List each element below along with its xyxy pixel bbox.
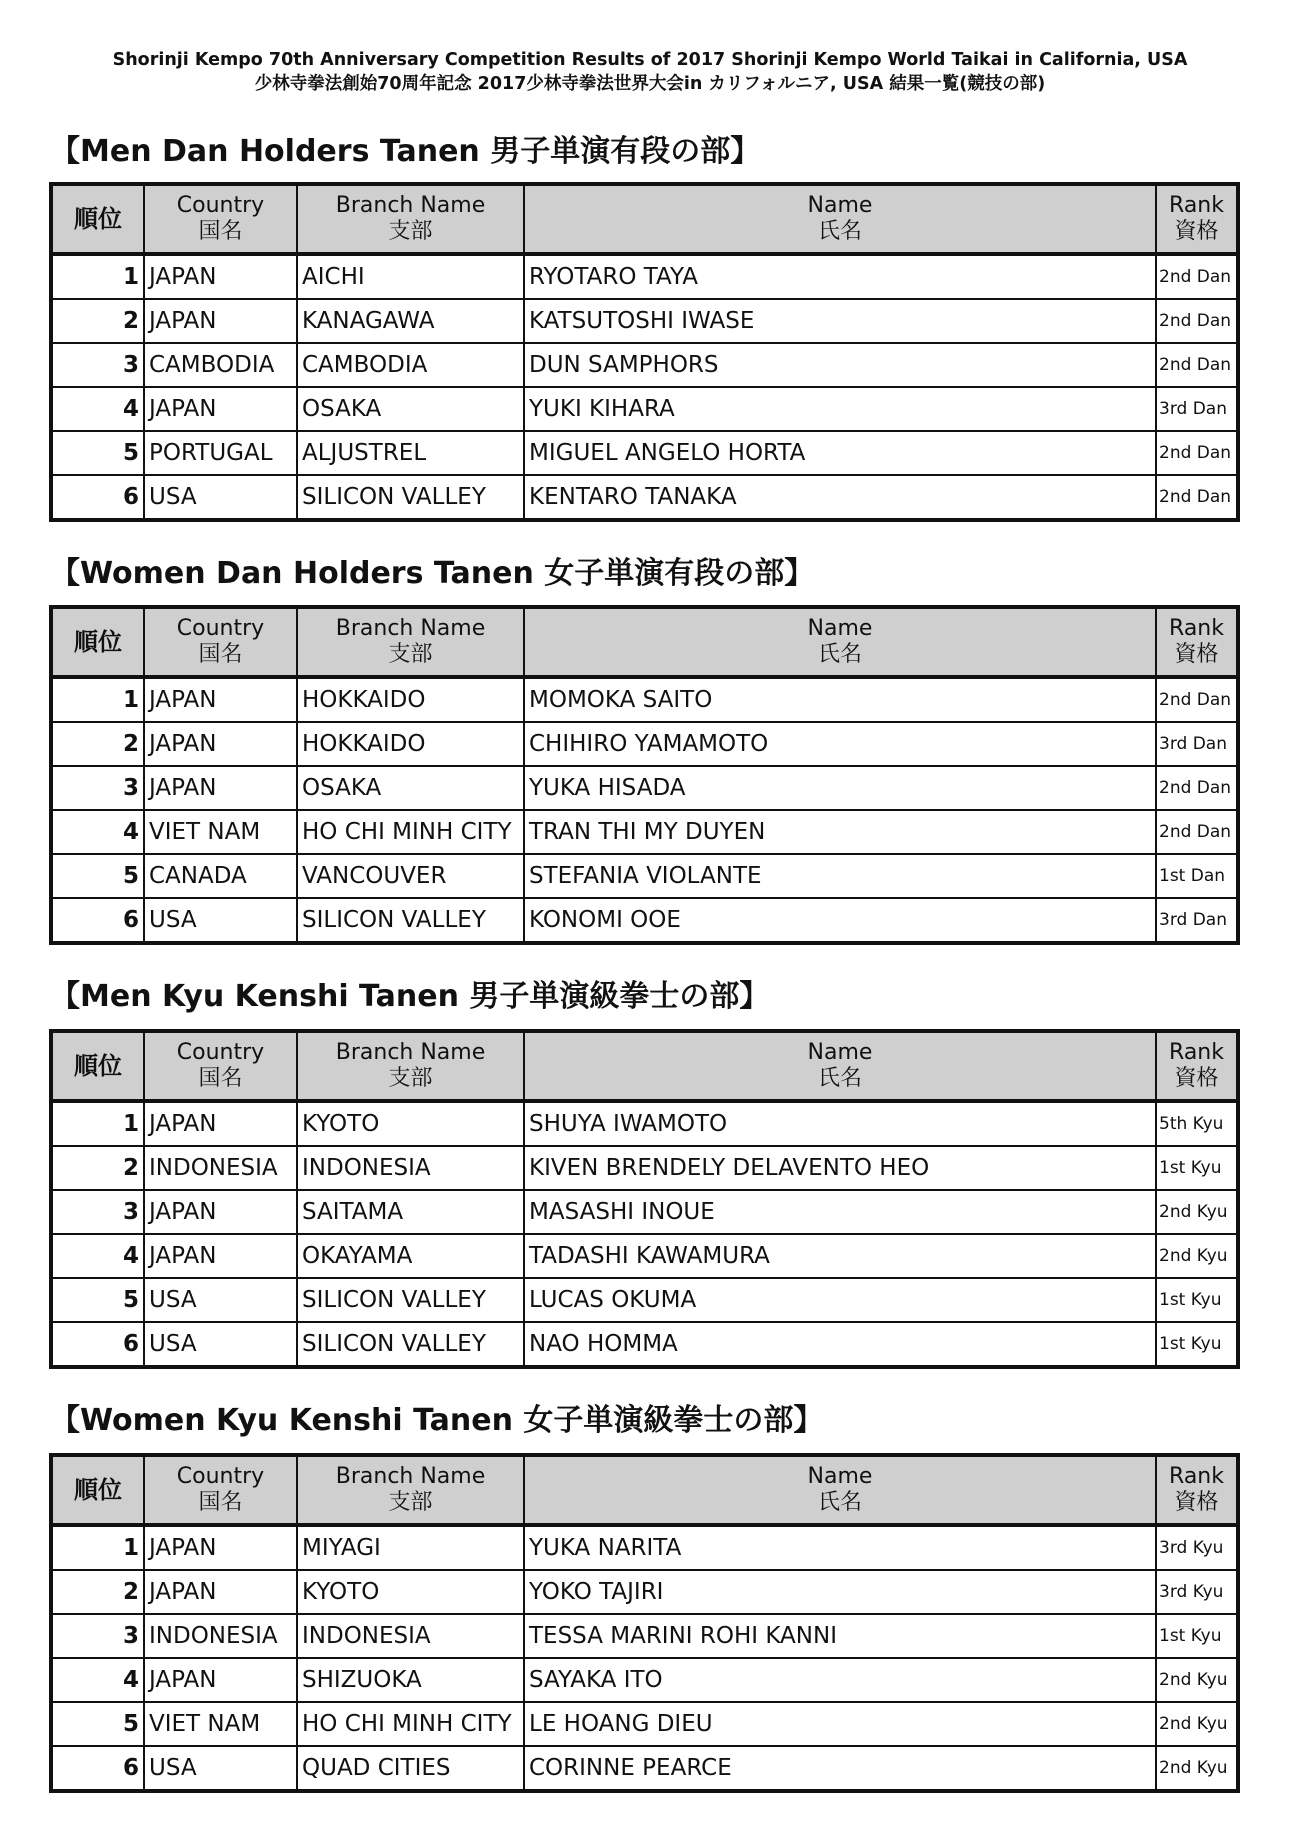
branch-cell: ALJUSTREL	[297, 431, 524, 475]
grade-column-header	[1156, 1031, 1238, 1101]
country-cell: USA	[144, 898, 297, 943]
grade-cell: 2nd Dan	[1156, 677, 1238, 722]
name-column-header	[524, 607, 1156, 677]
branch-header-ja: 支部	[388, 1490, 433, 1515]
branch-header-en: Branch Name	[335, 1040, 486, 1065]
grade-cell: 3rd Dan	[1156, 898, 1238, 943]
header-title-en: Shorinji Kempo 70th Anniversary Competition Results of 2017 Shorinji Kempo World Taikai in California, USA	[112, 50, 1188, 70]
country-header-en: Country	[176, 193, 265, 218]
header-title-ja: 少林寺拳法創始70周年記念 2017少林寺拳法世界大会in カリフォルニア, USA 結果一覧(競技の部)	[254, 74, 1046, 94]
table-row	[51, 677, 1238, 722]
country-cell: USA	[144, 1746, 297, 1791]
section-title-men-kyu: 【Men Kyu Kenshi Tanen 男子単演級拳士の部】	[50, 979, 770, 1014]
grade-cell: 2nd Kyu	[1156, 1234, 1238, 1278]
table-row	[51, 854, 1238, 898]
name-cell: TADASHI KAWAMURA	[524, 1234, 1156, 1278]
position-cell: 4	[51, 387, 144, 431]
grade-column-header	[1156, 184, 1238, 254]
name-header-en: Name	[807, 193, 873, 218]
position-cell: 1	[51, 1525, 144, 1570]
country-cell: JAPAN	[144, 1658, 297, 1702]
country-header-ja: 国名	[198, 1066, 243, 1091]
table-header-row	[51, 184, 1238, 254]
table-row	[51, 1614, 1238, 1658]
country-cell: JAPAN	[144, 766, 297, 810]
branch-cell: CAMBODIA	[297, 343, 524, 387]
grade-cell: 2nd Dan	[1156, 299, 1238, 343]
rank-column-header: 順位	[51, 607, 144, 677]
name-cell: TESSA MARINI ROHI KANNI	[524, 1614, 1156, 1658]
grade-column-header	[1156, 1455, 1238, 1525]
branch-cell: INDONESIA	[297, 1146, 524, 1190]
branch-header-en: Branch Name	[335, 1464, 486, 1489]
branch-cell: OSAKA	[297, 387, 524, 431]
country-cell: PORTUGAL	[144, 431, 297, 475]
branch-cell: AICHI	[297, 254, 524, 299]
table-row	[51, 431, 1238, 475]
rank-column-header: 順位	[51, 1455, 144, 1525]
position-cell: 2	[51, 299, 144, 343]
position-cell: 3	[51, 1190, 144, 1234]
country-cell: JAPAN	[144, 677, 297, 722]
country-column-header	[144, 1455, 297, 1525]
grade-header-en: Rank	[1169, 193, 1224, 218]
country-cell: JAPAN	[144, 387, 297, 431]
table-row	[51, 898, 1238, 943]
results-table-women-kyu	[49, 1453, 1240, 1793]
grade-header-en: Rank	[1169, 616, 1224, 641]
position-cell: 5	[51, 1702, 144, 1746]
name-cell: SHUYA IWAMOTO	[524, 1101, 1156, 1146]
grade-cell: 2nd Dan	[1156, 810, 1238, 854]
table-row	[51, 1101, 1238, 1146]
country-header-en: Country	[176, 1464, 265, 1489]
branch-cell: KYOTO	[297, 1570, 524, 1614]
name-header-ja: 氏名	[817, 219, 862, 244]
grade-header-ja: 資格	[1174, 1490, 1219, 1515]
table-row	[51, 1146, 1238, 1190]
branch-cell: SILICON VALLEY	[297, 475, 524, 520]
position-cell: 3	[51, 766, 144, 810]
position-cell: 6	[51, 898, 144, 943]
country-cell: USA	[144, 1278, 297, 1322]
branch-header-en: Branch Name	[335, 193, 486, 218]
branch-header-ja: 支部	[388, 219, 433, 244]
rank-column-header: 順位	[51, 1031, 144, 1101]
position-cell: 1	[51, 254, 144, 299]
grade-header-en: Rank	[1169, 1040, 1224, 1065]
branch-cell: INDONESIA	[297, 1614, 524, 1658]
position-cell: 5	[51, 1278, 144, 1322]
grade-cell: 2nd Dan	[1156, 431, 1238, 475]
position-cell: 4	[51, 1234, 144, 1278]
name-cell: KENTARO TANAKA	[524, 475, 1156, 520]
country-header-en: Country	[176, 1040, 265, 1065]
position-cell: 5	[51, 854, 144, 898]
name-cell: LE HOANG DIEU	[524, 1702, 1156, 1746]
name-header-en: Name	[807, 1040, 873, 1065]
table-header-row	[51, 607, 1238, 677]
position-cell: 2	[51, 1570, 144, 1614]
name-cell: DUN SAMPHORS	[524, 343, 1156, 387]
country-cell: JAPAN	[144, 299, 297, 343]
grade-cell: 2nd Dan	[1156, 343, 1238, 387]
name-column-header	[524, 1455, 1156, 1525]
branch-cell: SILICON VALLEY	[297, 898, 524, 943]
grade-cell: 2nd Kyu	[1156, 1702, 1238, 1746]
table-row	[51, 722, 1238, 766]
branch-column-header	[297, 607, 524, 677]
name-cell: LUCAS OKUMA	[524, 1278, 1156, 1322]
table-header-row	[51, 1455, 1238, 1525]
branch-column-header	[297, 1031, 524, 1101]
country-cell: JAPAN	[144, 254, 297, 299]
position-cell: 5	[51, 431, 144, 475]
branch-cell: KYOTO	[297, 1101, 524, 1146]
results-table-men-dan	[49, 182, 1240, 522]
position-cell: 6	[51, 1322, 144, 1367]
country-cell: USA	[144, 475, 297, 520]
branch-header-ja: 支部	[388, 1066, 433, 1091]
grade-cell: 1st Kyu	[1156, 1614, 1238, 1658]
country-header-en: Country	[176, 616, 265, 641]
position-cell: 6	[51, 475, 144, 520]
branch-header-ja: 支部	[388, 642, 433, 667]
country-column-header	[144, 1031, 297, 1101]
name-cell: STEFANIA VIOLANTE	[524, 854, 1156, 898]
section-title-women-dan: 【Women Dan Holders Tanen 女子単演有段の部】	[50, 556, 815, 591]
branch-cell: OKAYAMA	[297, 1234, 524, 1278]
grade-header-ja: 資格	[1174, 642, 1219, 667]
country-cell: VIET NAM	[144, 810, 297, 854]
table-row	[51, 810, 1238, 854]
country-cell: JAPAN	[144, 1525, 297, 1570]
table-row	[51, 1570, 1238, 1614]
country-header-ja: 国名	[198, 1490, 243, 1515]
table-row	[51, 1278, 1238, 1322]
grade-cell: 2nd Kyu	[1156, 1190, 1238, 1234]
name-header-ja: 氏名	[817, 1490, 862, 1515]
branch-cell: SHIZUOKA	[297, 1658, 524, 1702]
country-cell: INDONESIA	[144, 1146, 297, 1190]
grade-cell: 3rd Dan	[1156, 387, 1238, 431]
position-cell: 3	[51, 343, 144, 387]
country-cell: JAPAN	[144, 1234, 297, 1278]
country-cell: JAPAN	[144, 1190, 297, 1234]
table-row	[51, 254, 1238, 299]
name-cell: YUKA HISADA	[524, 766, 1156, 810]
table-row	[51, 387, 1238, 431]
branch-cell: HOKKAIDO	[297, 722, 524, 766]
country-column-header	[144, 184, 297, 254]
position-cell: 2	[51, 1146, 144, 1190]
grade-cell: 3rd Dan	[1156, 722, 1238, 766]
name-cell: YOKO TAJIRI	[524, 1570, 1156, 1614]
branch-cell: VANCOUVER	[297, 854, 524, 898]
country-cell: VIET NAM	[144, 1702, 297, 1746]
country-cell: USA	[144, 1322, 297, 1367]
branch-cell: SILICON VALLEY	[297, 1278, 524, 1322]
name-header-ja: 氏名	[817, 1066, 862, 1091]
grade-column-header	[1156, 607, 1238, 677]
name-cell: KIVEN BRENDELY DELAVENTO HEO	[524, 1146, 1156, 1190]
table-row	[51, 1322, 1238, 1367]
branch-cell: HOKKAIDO	[297, 677, 524, 722]
table-row	[51, 1658, 1238, 1702]
country-cell: JAPAN	[144, 722, 297, 766]
position-cell: 3	[51, 1614, 144, 1658]
name-cell: CORINNE PEARCE	[524, 1746, 1156, 1791]
table-row	[51, 1746, 1238, 1791]
position-cell: 1	[51, 1101, 144, 1146]
position-cell: 6	[51, 1746, 144, 1791]
position-cell: 1	[51, 677, 144, 722]
branch-cell: QUAD CITIES	[297, 1746, 524, 1791]
grade-header-ja: 資格	[1174, 219, 1219, 244]
branch-cell: HO CHI MINH CITY	[297, 1702, 524, 1746]
table-row	[51, 766, 1238, 810]
name-cell: MASASHI INOUE	[524, 1190, 1156, 1234]
country-cell: CANADA	[144, 854, 297, 898]
name-column-header	[524, 1031, 1156, 1101]
name-column-header	[524, 184, 1156, 254]
branch-cell: MIYAGI	[297, 1525, 524, 1570]
name-cell: MIGUEL ANGELO HORTA	[524, 431, 1156, 475]
table-row	[51, 1190, 1238, 1234]
name-cell: SAYAKA ITO	[524, 1658, 1156, 1702]
results-table-women-dan	[49, 605, 1240, 945]
position-cell: 4	[51, 1658, 144, 1702]
name-cell: MOMOKA SAITO	[524, 677, 1156, 722]
name-header-en: Name	[807, 1464, 873, 1489]
grade-cell: 2nd Kyu	[1156, 1746, 1238, 1791]
table-row	[51, 299, 1238, 343]
section-title-men-dan: 【Men Dan Holders Tanen 男子単演有段の部】	[50, 134, 761, 169]
country-cell: JAPAN	[144, 1570, 297, 1614]
grade-cell: 2nd Dan	[1156, 475, 1238, 520]
position-cell: 4	[51, 810, 144, 854]
name-cell: KONOMI OOE	[524, 898, 1156, 943]
branch-cell: OSAKA	[297, 766, 524, 810]
table-row	[51, 343, 1238, 387]
name-cell: YUKI KIHARA	[524, 387, 1156, 431]
name-header-en: Name	[807, 616, 873, 641]
branch-header-en: Branch Name	[335, 616, 486, 641]
country-header-ja: 国名	[198, 219, 243, 244]
branch-cell: SAITAMA	[297, 1190, 524, 1234]
table-row	[51, 475, 1238, 520]
rank-column-header: 順位	[51, 184, 144, 254]
grade-cell: 1st Dan	[1156, 854, 1238, 898]
branch-cell: SILICON VALLEY	[297, 1322, 524, 1367]
table-row	[51, 1702, 1238, 1746]
name-cell: YUKA NARITA	[524, 1525, 1156, 1570]
country-column-header	[144, 607, 297, 677]
grade-cell: 5th Kyu	[1156, 1101, 1238, 1146]
position-cell: 2	[51, 722, 144, 766]
table-header-row	[51, 1031, 1238, 1101]
table-row	[51, 1525, 1238, 1570]
grade-cell: 2nd Dan	[1156, 766, 1238, 810]
grade-header-en: Rank	[1169, 1464, 1224, 1489]
grade-cell: 1st Kyu	[1156, 1278, 1238, 1322]
country-cell: CAMBODIA	[144, 343, 297, 387]
branch-column-header	[297, 184, 524, 254]
grade-header-ja: 資格	[1174, 1066, 1219, 1091]
name-cell: NAO HOMMA	[524, 1322, 1156, 1367]
name-cell: RYOTARO TAYA	[524, 254, 1156, 299]
branch-column-header	[297, 1455, 524, 1525]
table-row	[51, 1234, 1238, 1278]
grade-cell: 1st Kyu	[1156, 1322, 1238, 1367]
grade-cell: 2nd Dan	[1156, 254, 1238, 299]
grade-cell: 3rd Kyu	[1156, 1570, 1238, 1614]
branch-cell: HO CHI MINH CITY	[297, 810, 524, 854]
name-cell: CHIHIRO YAMAMOTO	[524, 722, 1156, 766]
grade-cell: 2nd Kyu	[1156, 1658, 1238, 1702]
section-title-women-kyu: 【Women Kyu Kenshi Tanen 女子単演級拳士の部】	[50, 1403, 824, 1438]
results-table-men-kyu	[49, 1029, 1240, 1369]
branch-cell: KANAGAWA	[297, 299, 524, 343]
grade-cell: 1st Kyu	[1156, 1146, 1238, 1190]
grade-cell: 3rd Kyu	[1156, 1525, 1238, 1570]
name-header-ja: 氏名	[817, 642, 862, 667]
country-cell: JAPAN	[144, 1101, 297, 1146]
country-cell: INDONESIA	[144, 1614, 297, 1658]
name-cell: KATSUTOSHI IWASE	[524, 299, 1156, 343]
page-header	[0, 48, 1300, 96]
name-cell: TRAN THI MY DUYEN	[524, 810, 1156, 854]
country-header-ja: 国名	[198, 642, 243, 667]
